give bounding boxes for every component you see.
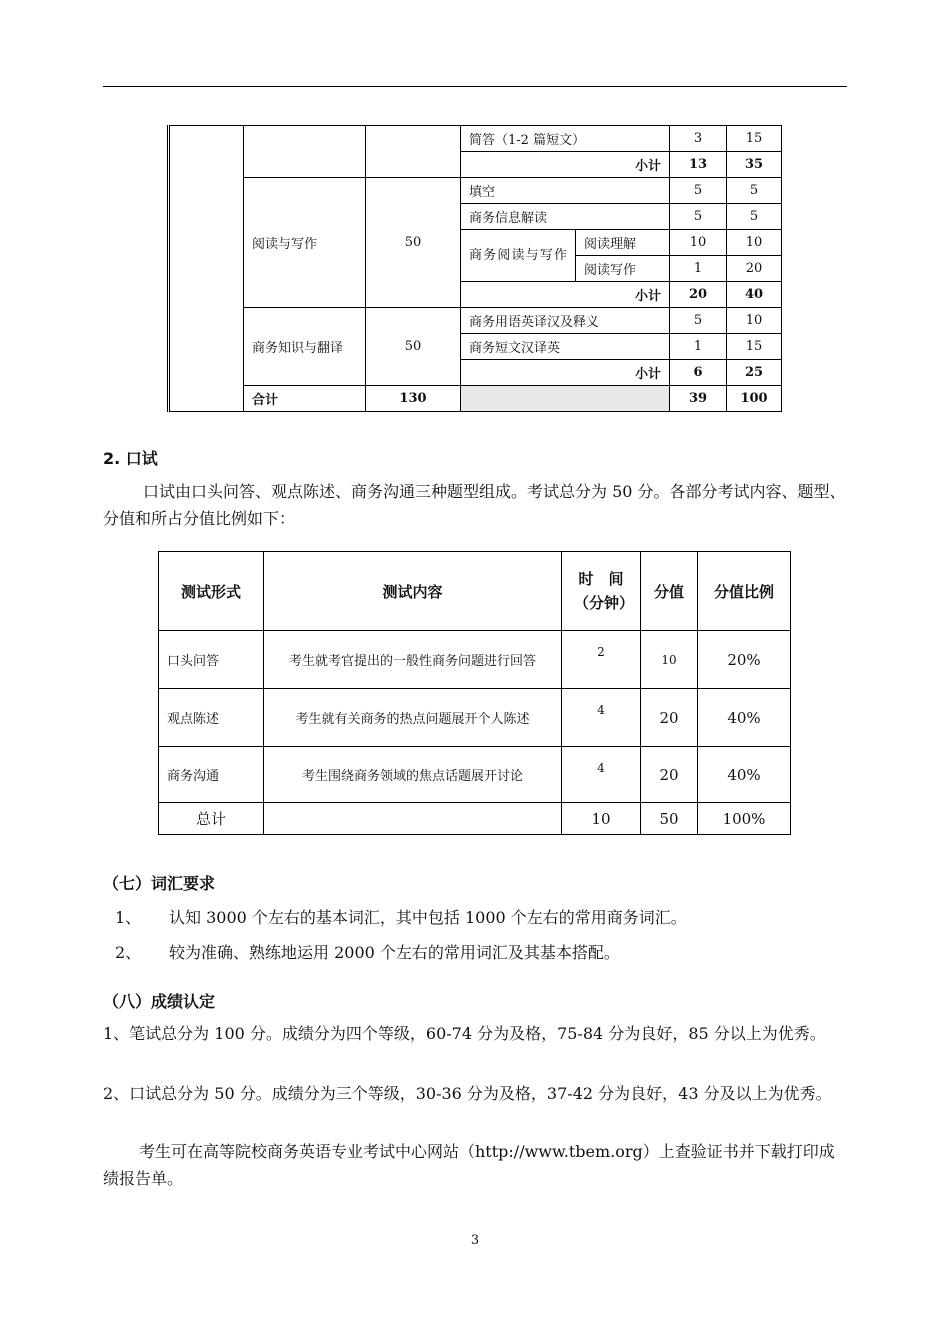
total-row: 总计 10 50 100% — [159, 803, 791, 835]
table-row: 观点陈述 考生就有关商务的热点问题展开个人陈述 4 20 40% — [159, 689, 791, 747]
group-business-reading: 商务阅读与写作 — [461, 230, 576, 282]
table-row: 商务短文汉译英 1 15 — [169, 334, 782, 360]
oral-heading: 2. 口试 — [103, 449, 158, 468]
table-row: 阅读写作 1 20 — [169, 256, 782, 282]
vocab-heading: （七）词汇要求 — [103, 874, 216, 893]
subtotal-row: 小计 20 40 — [169, 282, 782, 308]
oral-test-table — [158, 551, 791, 835]
table-row: 阅读与写作 50 填空 5 5 — [169, 178, 782, 204]
grades-heading: （八）成绩认定 — [103, 992, 216, 1011]
grades-para-1: 1、笔试总分为 100 分。成绩分为四个等级，60-74 分为及格，75-84 分为良好，85 分以上为优秀。 — [103, 1024, 826, 1043]
table-row: 口头问答 考生就考官提出的一般性商务问题进行回答 2 10 20% — [159, 631, 791, 689]
table-row: 商务知识与翻译 50 商务用语英译汉及释义 5 10 — [169, 308, 782, 334]
subtotal-row: 小计 6 25 — [169, 360, 782, 386]
list-item: 1、 认知 3000 个左右的基本词汇，其中包括 1000 个左右的常用商务词汇。 — [115, 908, 687, 927]
table-row: 商务阅读与写作 阅读理解 10 10 — [169, 230, 782, 256]
section-reading: 阅读与写作 — [244, 178, 366, 308]
table-row: 商务沟通 考生围绕商务领域的焦点话题展开讨论 4 20 40% — [159, 747, 791, 803]
total-row: 合计 130 39 100 — [169, 386, 782, 412]
page-number: 3 — [470, 1233, 480, 1248]
grades-para-2: 2、口试总分为 50 分。成绩分为三个等级，30-36 分为及格，37-42 分为良好，43 分及以上为优秀。 — [103, 1084, 832, 1103]
header-row: 测试形式 测试内容 时 间（分钟） 分值 分值比例 — [159, 552, 791, 631]
table-row: 简答（1-2 篇短文） 3 15 — [169, 126, 782, 152]
subtotal-row: 小计 13 35 — [169, 152, 782, 178]
grades-para-3: 考生可在高等院校商务英语专业考试中心网站（http://www.tbem.org）上查验证书并下载打印成绩报告单。 — [103, 1142, 835, 1188]
section-business: 商务知识与翻译 — [244, 308, 366, 386]
oral-intro: 口试由口头问答、观点陈述、商务沟通三种题型组成。考试总分为 50 分。各部分考试内容、题型、分值和所占分值比例如下： — [103, 482, 846, 528]
header-rule — [103, 86, 847, 87]
table-row: 商务信息解读 5 5 — [169, 204, 782, 230]
blank-outer-cell — [169, 126, 244, 412]
written-test-table — [167, 125, 782, 412]
list-item: 2、 较为准确、熟练地运用 2000 个左右的常用词汇及其基本搭配。 — [115, 943, 620, 962]
